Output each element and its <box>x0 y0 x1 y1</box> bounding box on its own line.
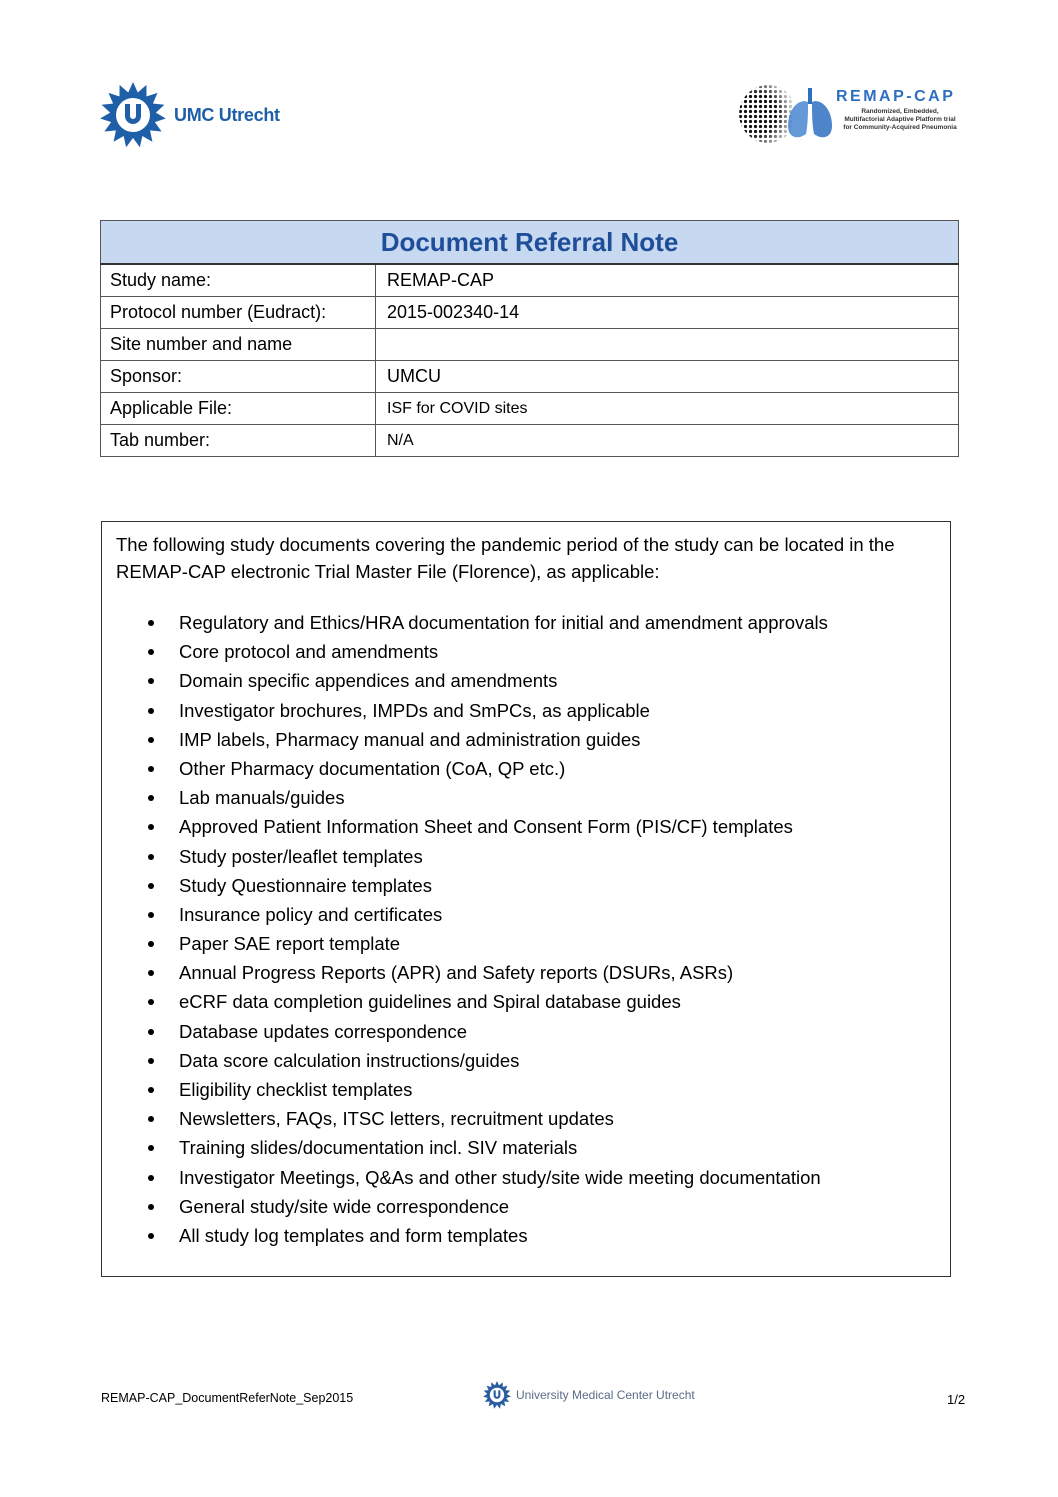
table-row <box>101 329 959 361</box>
bullet-icon <box>148 1087 154 1093</box>
list-item: eCRF data completion guidelines and Spiral database guides <box>102 987 828 1016</box>
bullet-icon <box>148 941 154 947</box>
table-title: Document Referral Note <box>101 221 959 265</box>
bullet-icon <box>148 854 154 860</box>
table-row <box>101 393 959 425</box>
row-value-tab-number: N/A <box>376 425 959 457</box>
umc-utrecht-wordmark: UMC Utrecht <box>174 104 280 125</box>
bullet-icon <box>148 1145 154 1151</box>
list-item: Approved Patient Information Sheet and Consent Form (PIS/CF) templates <box>102 812 828 841</box>
row-value-protocol-number: 2015-002340-14 <box>376 297 959 329</box>
list-item: Domain specific appendices and amendments <box>102 666 828 695</box>
list-item: Core protocol and amendments <box>102 637 828 666</box>
bullet-icon <box>148 1175 154 1181</box>
list-item: Annual Progress Reports (APR) and Safety reports (DSURs, ASRs) <box>102 958 828 987</box>
list-item: Lab manuals/guides <box>102 783 828 812</box>
list-item: Other Pharmacy documentation (CoA, QP etc.) <box>102 754 828 783</box>
lungs-icon <box>784 86 836 142</box>
bullet-icon <box>148 678 154 684</box>
bullet-icon <box>148 1233 154 1239</box>
bullet-icon <box>148 883 154 889</box>
bullet-icon <box>148 824 154 830</box>
list-item: Investigator Meetings, Q&As and other study/site wide meeting documentation <box>102 1163 828 1192</box>
intro-paragraph: The following study documents covering the pandemic period of the study can be located in the REMAP-CAP electronic Trial Master File (Florence), as applicable: <box>116 534 895 582</box>
list-item: Paper SAE report template <box>102 929 828 958</box>
umc-utrecht-sun-icon <box>483 1381 511 1409</box>
document-referral-table <box>100 220 959 457</box>
list-item: Eligibility checklist templates <box>102 1075 828 1104</box>
remap-cap-subtitle: Randomized, Embedded, Multifactorial Adaptive Platform trial for Community-Acquired Pneumonia <box>843 108 957 131</box>
bullet-icon <box>148 737 154 743</box>
remap-cap-logo <box>738 80 960 146</box>
list-item: Regulatory and Ethics/HRA documentation for initial and amendment approvals <box>102 608 828 637</box>
row-label-applicable-file: Applicable File: <box>101 393 376 425</box>
row-label-tab-number: Tab number: <box>101 425 376 457</box>
row-label-site: Site number and name <box>101 329 376 361</box>
page-number: 1/2 <box>947 1392 966 1407</box>
bullet-icon <box>148 1029 154 1035</box>
bullet-icon <box>148 795 154 801</box>
list-item: Newsletters, FAQs, ITSC letters, recruitment updates <box>102 1104 828 1133</box>
row-value-site <box>376 329 959 361</box>
table-row <box>101 361 959 393</box>
remap-cap-wordmark: REMAP-CAP <box>836 88 956 105</box>
table-row <box>101 297 959 329</box>
list-item: Investigator brochures, IMPDs and SmPCs, as applicable <box>102 696 828 725</box>
bullet-icon <box>148 766 154 772</box>
umc-utrecht-sun-icon <box>100 82 166 148</box>
list-item: IMP labels, Pharmacy manual and administration guides <box>102 725 828 754</box>
documents-list-box <box>101 521 951 1277</box>
footer-filename: REMAP-CAP_DocumentReferNote_Sep2015 <box>101 1391 354 1405</box>
bullet-icon <box>148 912 154 918</box>
list-item: Study Questionnaire templates <box>102 871 828 900</box>
documents-list <box>102 608 828 1250</box>
umc-utrecht-logo <box>100 82 280 148</box>
bullet-icon <box>148 649 154 655</box>
row-value-sponsor: UMCU <box>376 361 959 393</box>
row-label-protocol-number: Protocol number (Eudract): <box>101 297 376 329</box>
list-item: Data score calculation instructions/guides <box>102 1046 828 1075</box>
bullet-icon <box>148 970 154 976</box>
list-item: Database updates correspondence <box>102 1017 828 1046</box>
footer-logo-text: University Medical Center Utrecht <box>516 1388 695 1402</box>
list-item: General study/site wide correspondence <box>102 1192 828 1221</box>
footer-umc-logo <box>483 1381 695 1409</box>
row-value-applicable-file: ISF for COVID sites <box>376 393 959 425</box>
table-row <box>101 425 959 457</box>
list-item: Study poster/leaflet templates <box>102 842 828 871</box>
list-item: Insurance policy and certificates <box>102 900 828 929</box>
bullet-icon <box>148 1058 154 1064</box>
bullet-icon <box>148 999 154 1005</box>
table-row <box>101 264 959 297</box>
bullet-icon <box>148 708 154 714</box>
row-value-study-name: REMAP-CAP <box>376 264 959 297</box>
list-item: Training slides/documentation incl. SIV materials <box>102 1133 828 1162</box>
list-item: All study log templates and form templates <box>102 1221 828 1250</box>
bullet-icon <box>148 1204 154 1210</box>
bullet-icon <box>148 1116 154 1122</box>
row-label-sponsor: Sponsor: <box>101 361 376 393</box>
bullet-icon <box>148 620 154 626</box>
row-label-study-name: Study name: <box>101 264 376 297</box>
